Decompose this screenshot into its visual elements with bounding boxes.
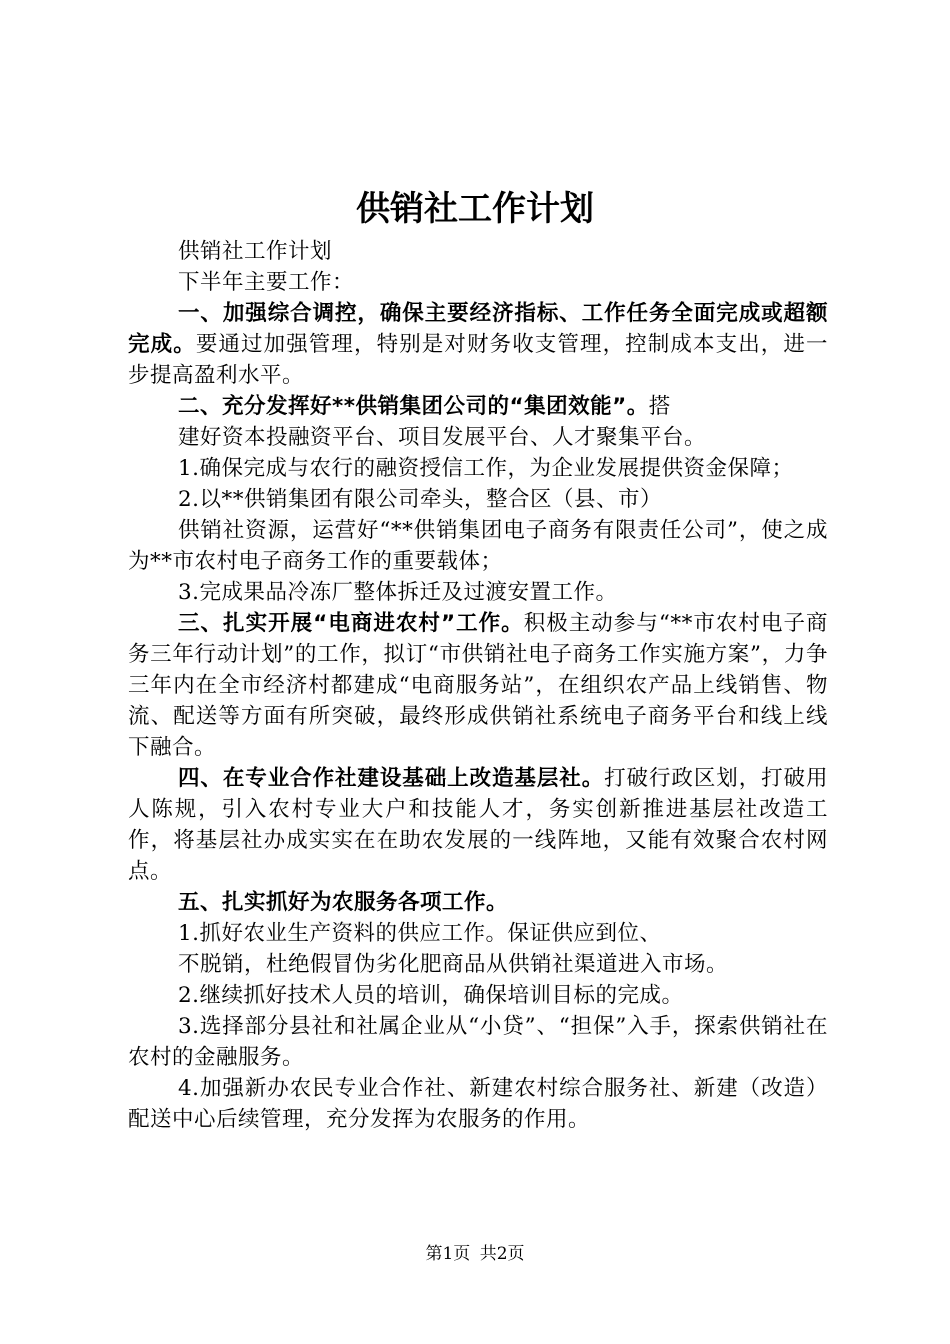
paragraph-section-2: [128, 391, 828, 422]
paragraph-text: 搭: [648, 394, 671, 419]
list-item-cont: [128, 515, 828, 577]
paragraph-subtitle: [128, 236, 828, 267]
paragraph-text: 下半年主要工作：: [178, 270, 355, 295]
paragraph-text: 4.加强新办农民专业合作社、新建农村综合服务社、新建（改造）配送中心后续管理，充分发挥为农服务的作用。: [128, 1076, 828, 1132]
page-title: 供销社工作计划: [356, 189, 594, 229]
list-item: [128, 1073, 828, 1135]
paragraph-intro: [128, 267, 828, 298]
document-body: [128, 236, 828, 1135]
page-footer: [0, 1242, 950, 1266]
paragraph-section-4: [128, 763, 828, 887]
paragraph-section-3: [128, 608, 828, 763]
list-item: [128, 918, 828, 949]
paragraph-text: 供销社工作计划: [178, 239, 333, 264]
list-item: [128, 980, 828, 1011]
paragraph-text: 2.以**供销集团有限公司牵头，整合区（县、市）: [178, 487, 663, 512]
list-item: [128, 577, 828, 608]
paragraph-section-1: [128, 298, 828, 391]
section-heading: 五、扎实抓好为农服务各项工作。: [178, 890, 509, 915]
paragraph-text: 建好资本投融资平台、项目发展平台、人才聚集平台。: [178, 425, 707, 450]
paragraph-text: 供销社资源，运营好“**供销集团电子商务有限责任公司”，使之成为**市农村电子商务工作的重要载体；: [128, 518, 828, 574]
paragraph-text: 要通过加强管理，特别是对财务收支管理，控制成本支出，进一步提高盈利水平。: [128, 332, 828, 388]
list-item-cont: [128, 949, 828, 980]
page-number: 第1页: [425, 1244, 471, 1264]
section-heading: 三、扎实开展“电商进农村”工作。: [178, 611, 524, 636]
list-item: [128, 453, 828, 484]
paragraph-text: 1.抓好农业生产资料的供应工作。保证供应到位、: [178, 921, 662, 946]
section-heading: 一、加强综合调控，确保主要经济指标、工作任务全面完成或超额完成。: [128, 301, 828, 357]
paragraph-text: 打破行政区划，打破用人陈规，引入农村专业大户和技能人才，务实创新推进基层社改造工作，将基层社办成实实在在助农发展的一线阵地，又能有效聚合农村网点。: [128, 766, 828, 884]
page-total: 共2页: [479, 1244, 525, 1264]
paragraph-text: 3.选择部分县社和社属企业从“小贷”、“担保”入手，探索供销社在农村的金融服务。: [128, 1014, 828, 1070]
paragraph-section-5: [128, 887, 828, 918]
section-heading: 四、在专业合作社建设基础上改造基层社。: [178, 766, 605, 791]
paragraph-text: 不脱销，杜绝假冒伪劣化肥商品从供销社渠道进入市场。: [178, 952, 729, 977]
paragraph-text: 2.继续抓好技术人员的培训，确保培训目标的完成。: [178, 983, 684, 1008]
list-item: [128, 484, 828, 515]
paragraph-text: 3.完成果品冷冻厂整体拆迁及过渡安置工作。: [178, 580, 618, 605]
list-item: [128, 1011, 828, 1073]
paragraph-text: 1.确保完成与农行的融资授信工作，为企业发展提供资金保障；: [178, 456, 794, 481]
paragraph-section-2-cont: [128, 422, 828, 453]
section-heading: 二、充分发挥好**供销集团公司的“集团效能”。: [178, 394, 649, 419]
paragraph-text: 积极主动参与“**市农村电子商务三年行动计划”的工作，拟订“市供销社电子商务工作实施方案”，力争三年内在全市经济村都建成“电商服务站”，在组织农产品上线销售、物流、配送等方面有所突破，最终形成供销社系统电子商务平台和线上线下融合。: [128, 611, 828, 760]
